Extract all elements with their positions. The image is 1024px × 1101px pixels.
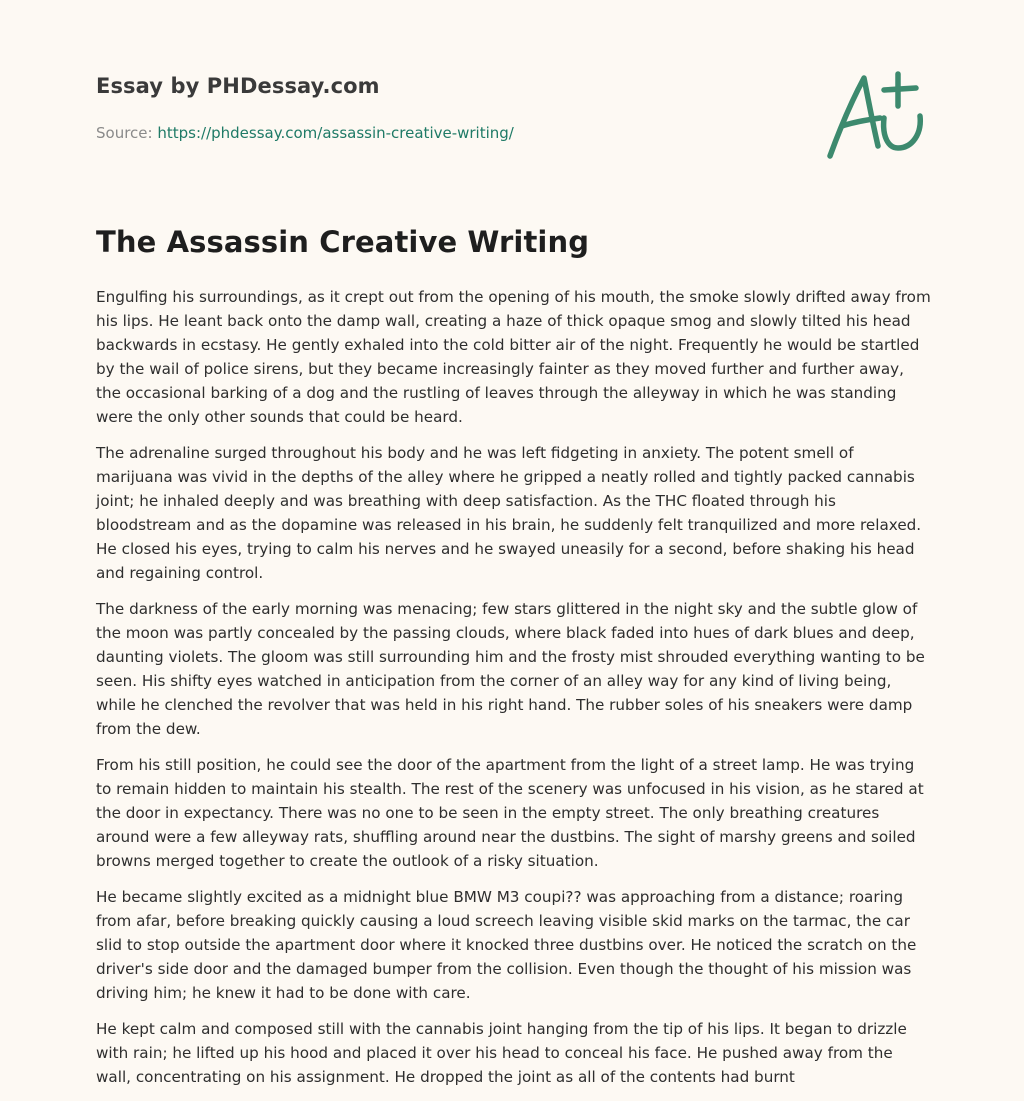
source-label: Source:	[96, 124, 153, 142]
essay-paragraph: The adrenaline surged throughout his body and he was left fidgeting in anxiety. The potent smell of marijuana was vivid in the depths of the alley where he gripped a neatly rolled and tightly packed cannabis joint; he inhaled deeply and was breathing with deep satisfaction. As the THC floated through his bloodstream and as the dopamine was released in his brain, he suddenly felt tranquilized and more relaxed. He closed his eyes, trying to calm his nerves and he swayed uneasily for a second, before shaking his head and regaining control.	[96, 444, 922, 582]
source-link[interactable]: https://phdessay.com/assassin-creative-writing/	[157, 124, 514, 142]
essay-paragraph: Engulfing his surroundings, as it crept out from the opening of his mouth, the smoke slowly drifted away from his lips. He leant back onto the damp wall, creating a haze of thick opaque smog and slowly tilted his head backwards in ecstasy. He gently exhaled into the cold bitter air of the night. Frequently he would be startled by the wail of police sirens, but they became increasingly fainter as they moved further and further away, the occasional barking of a dog and the rustling of leaves through the alleyway in which he was standing were the only other sounds that could be heard.	[96, 288, 931, 426]
essay-paragraph: He kept calm and composed still with the cannabis joint hanging from the tip of his lips. It began to drizzle with rain; he lifted up his hood and placed it over his head to conceal his face. He pushed away from the wall, concentrating on his assignment. He dropped the joint as all of the contents had burnt	[96, 1020, 907, 1086]
essay-paragraph: The darkness of the early morning was menacing; few stars glittered in the night sky and the subtle glow of the moon was partly concealed by the passing clouds, where black faded into hues of dark blues and deep, daunting violets. The gloom was still surrounding him and the frosty mist shrouded everything wanting to be seen. His shifty eyes watched in anticipation from the corner of an alley way for any kind of living being, while he clenched the revolver that was held in his right hand. The rubber soles of his sneakers were damp from the dew.	[96, 600, 925, 738]
essay-paragraph: From his still position, he could see the door of the apartment from the light of a street lamp. He was trying to remain hidden to maintain his stealth. The rest of the scenery was unfocused in his vision, as he stared at the door in expectancy. There was no one to be seen in the empty street. The only breathing creatures around were a few alleyway rats, shuffling around near the dustbins. The sight of marshy greens and soiled browns merged together to create the outlook of a risky situation.	[96, 756, 924, 870]
a-plus-logo-icon	[824, 68, 928, 164]
page-header	[96, 74, 928, 174]
essay-title: The Assassin Creative Writing	[96, 225, 590, 259]
site-brand: Essay by PHDessay.com	[96, 74, 380, 98]
source-line	[96, 124, 514, 142]
essay-paragraph: He became slightly excited as a midnight blue BMW M3 coupi?? was approaching from a distance; roaring from afar, before breaking quickly causing a loud screech leaving visible skid marks on the tarmac, the car slid to stop outside the apartment door where it knocked three dustbins over. He noticed the scratch on the driver's side door and the damaged bumper from the collision. Even though the thought of his mission was driving him; he knew it had to be done with care.	[96, 888, 917, 1002]
essay-body	[96, 285, 932, 1101]
